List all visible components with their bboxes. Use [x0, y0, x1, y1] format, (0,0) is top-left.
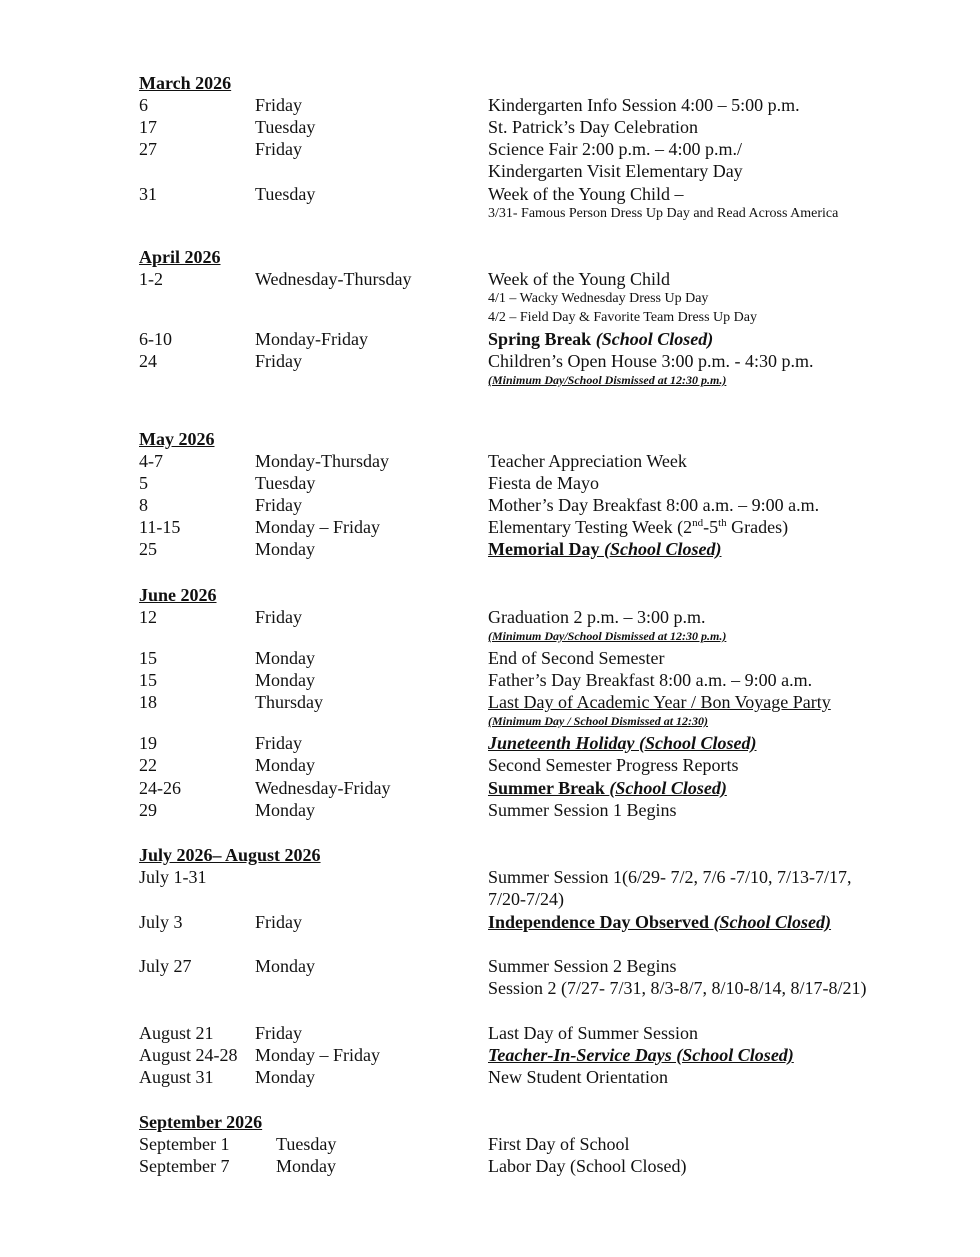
row-event: Summer Session 1(6/29- 7/2, 7/6 -7/10, 7/13-7/17,: [488, 867, 852, 887]
calendar-row: [0, 1044, 980, 1066]
calendar-row: [0, 911, 980, 933]
row-date: August 31: [139, 1067, 214, 1087]
row-date: September 7: [139, 1156, 230, 1176]
calendar-row: [0, 1155, 980, 1177]
calendar-row: [0, 138, 980, 160]
row-day: Friday: [255, 912, 302, 932]
calendar-row: [0, 777, 980, 799]
row-day: Friday: [255, 139, 302, 159]
event-bold-part: Independence Day Observed: [488, 912, 714, 932]
row-day: Friday: [255, 351, 302, 371]
row-date: 17: [139, 117, 157, 137]
row-day: Tuesday: [276, 1134, 337, 1154]
month-heading-may: May 2026: [139, 429, 215, 449]
month-heading-june: June 2026: [139, 585, 217, 605]
calendar-row: [0, 647, 980, 669]
row-day: Friday: [255, 95, 302, 115]
row-event: Labor Day (School Closed): [488, 1156, 687, 1176]
calendar-row: [0, 494, 980, 516]
event-italic-part: (School Closed): [603, 539, 722, 559]
month-heading-september: September 2026: [139, 1112, 263, 1132]
row-day: Wednesday-Friday: [255, 778, 391, 798]
row-day: Monday: [255, 956, 315, 976]
row-day: Monday: [255, 539, 315, 559]
calendar-row: [0, 691, 980, 713]
event-text-c: Grades): [726, 517, 789, 537]
row-day: Monday-Friday: [255, 329, 368, 349]
row-event: Graduation 2 p.m. – 3:00 p.m.: [488, 607, 706, 627]
calendar-row: [0, 350, 980, 372]
row-subnote: 3/31- Famous Person Dress Up Day and Read Across America: [488, 206, 839, 221]
event-italic-part: (School Closed): [713, 912, 832, 932]
calendar-row: [0, 268, 980, 290]
row-date: August 24-28: [139, 1045, 238, 1065]
row-event: Week of the Young Child: [488, 269, 671, 289]
calendar-row: [0, 1133, 980, 1155]
row-event-continued: Session 2 (7/27- 7/31, 8/3-8/7, 8/10-8/14, 8/17-8/21): [488, 978, 867, 998]
row-event: Science Fair 2:00 p.m. – 4:00 p.m./: [488, 139, 742, 159]
row-date: 19: [139, 733, 157, 753]
row-date: July 27: [139, 956, 192, 976]
row-date: 5: [139, 473, 148, 493]
row-event-continued: 7/20-7/24): [488, 889, 564, 909]
calendar-row: [0, 538, 980, 560]
row-day: Thursday: [255, 692, 323, 712]
row-day: Tuesday: [255, 473, 316, 493]
row-day: Monday: [255, 670, 315, 690]
row-day: Monday: [255, 800, 315, 820]
row-event: End of Second Semester: [488, 648, 665, 668]
row-event: Teacher-In-Service Days (School Closed): [488, 1045, 794, 1065]
row-event: Father’s Day Breakfast 8:00 a.m. – 9:00 a.m.: [488, 670, 813, 690]
calendar-row: [0, 955, 980, 977]
calendar-row: [0, 328, 980, 350]
row-day: Monday – Friday: [255, 517, 380, 537]
row-date: 8: [139, 495, 148, 515]
event-text-a: Elementary Testing Week (2: [488, 517, 693, 537]
row-day: Monday: [255, 755, 315, 775]
row-date: 25: [139, 539, 157, 559]
row-event: Children’s Open House 3:00 p.m. - 4:30 p.m.: [488, 351, 814, 371]
row-note: (Minimum Day / School Dismissed at 12:30): [488, 714, 709, 728]
row-event: Second Semester Progress Reports: [488, 755, 739, 775]
row-date: 1-2: [139, 269, 163, 289]
month-heading-march: March 2026: [139, 73, 232, 93]
row-date: 18: [139, 692, 157, 712]
row-event: Fiesta de Mayo: [488, 473, 599, 493]
row-event: Last Day of Academic Year / Bon Voyage Party: [488, 692, 831, 712]
row-event: [488, 516, 788, 538]
calendar-row: [0, 94, 980, 116]
row-date: 31: [139, 184, 157, 204]
row-date: 6-10: [139, 329, 172, 349]
row-event: St. Patrick’s Day Celebration: [488, 117, 698, 137]
row-event: Summer Session 1 Begins: [488, 800, 677, 820]
row-note: (Minimum Day/School Dismissed at 12:30 p.m.): [488, 629, 727, 643]
row-date: August 21: [139, 1023, 214, 1043]
ordinal-suffix: nd: [692, 517, 704, 529]
row-event: Last Day of Summer Session: [488, 1023, 698, 1043]
row-event: [488, 911, 831, 933]
event-bold-part: Summer Break: [488, 778, 610, 798]
row-date: 24: [139, 351, 157, 371]
row-day: Friday: [255, 607, 302, 627]
row-date: 29: [139, 800, 157, 820]
row-event: First Day of School: [488, 1134, 630, 1154]
calendar-row: [0, 732, 980, 754]
event-bold-part: Spring Break: [488, 329, 596, 349]
row-event: Summer Session 2 Begins: [488, 956, 677, 976]
event-bold-part: Memorial Day: [488, 539, 604, 559]
row-event: New Student Orientation: [488, 1067, 668, 1087]
row-event: Teacher Appreciation Week: [488, 451, 687, 471]
calendar-row: [0, 866, 980, 888]
row-event: Kindergarten Info Session 4:00 – 5:00 p.m.: [488, 95, 800, 115]
row-date: 11-15: [139, 517, 181, 537]
row-date: September 1: [139, 1134, 230, 1154]
row-date: 15: [139, 670, 157, 690]
row-event: [488, 538, 721, 560]
row-day: Monday: [276, 1156, 336, 1176]
month-heading-july-august: July 2026– August 2026: [139, 845, 321, 865]
row-date: 27: [139, 139, 157, 159]
calendar-row: [0, 450, 980, 472]
row-day: Monday-Thursday: [255, 451, 389, 471]
row-subnote: 4/2 – Field Day & Favorite Team Dress Up Day: [488, 310, 757, 325]
calendar-row: [0, 606, 980, 628]
row-event: [488, 328, 713, 350]
calendar-row: [0, 1066, 980, 1088]
calendar-row: [0, 516, 980, 538]
event-italic-part: (School Closed): [595, 329, 714, 349]
calendar-row: [0, 472, 980, 494]
row-day: Monday – Friday: [255, 1045, 380, 1065]
row-date: 22: [139, 755, 157, 775]
row-day: Tuesday: [255, 184, 316, 204]
row-day: Friday: [255, 733, 302, 753]
row-day: Friday: [255, 495, 302, 515]
row-date: July 3: [139, 912, 183, 932]
row-event-continued: Kindergarten Visit Elementary Day: [488, 161, 743, 181]
row-day: Monday: [255, 1067, 315, 1087]
calendar-row: [0, 1022, 980, 1044]
row-day: Wednesday-Thursday: [255, 269, 412, 289]
month-heading-april: April 2026: [139, 247, 221, 267]
row-day: Tuesday: [255, 117, 316, 137]
row-event: Week of the Young Child –: [488, 184, 684, 204]
row-date: 12: [139, 607, 157, 627]
calendar-row: [0, 116, 980, 138]
calendar-row: [0, 754, 980, 776]
row-event: Juneteenth Holiday (School Closed): [488, 733, 757, 753]
row-date: 4-7: [139, 451, 163, 471]
row-date: 24-26: [139, 778, 181, 798]
row-subnote: 4/1 – Wacky Wednesday Dress Up Day: [488, 291, 709, 306]
calendar-row: [0, 183, 980, 205]
row-date: 15: [139, 648, 157, 668]
row-note: (Minimum Day/School Dismissed at 12:30 p.m.): [488, 373, 727, 387]
calendar-row: [0, 799, 980, 821]
row-day: Monday: [255, 648, 315, 668]
row-date: 6: [139, 95, 148, 115]
row-event: [488, 777, 727, 799]
event-italic-part: (School Closed): [609, 778, 727, 798]
ordinal-suffix: th: [718, 517, 727, 529]
calendar-row: [0, 669, 980, 691]
row-date: July 1-31: [139, 867, 207, 887]
row-day: Friday: [255, 1023, 302, 1043]
row-event: Mother’s Day Breakfast 8:00 a.m. – 9:00 a.m.: [488, 495, 820, 515]
event-text-b: -5: [703, 517, 719, 537]
